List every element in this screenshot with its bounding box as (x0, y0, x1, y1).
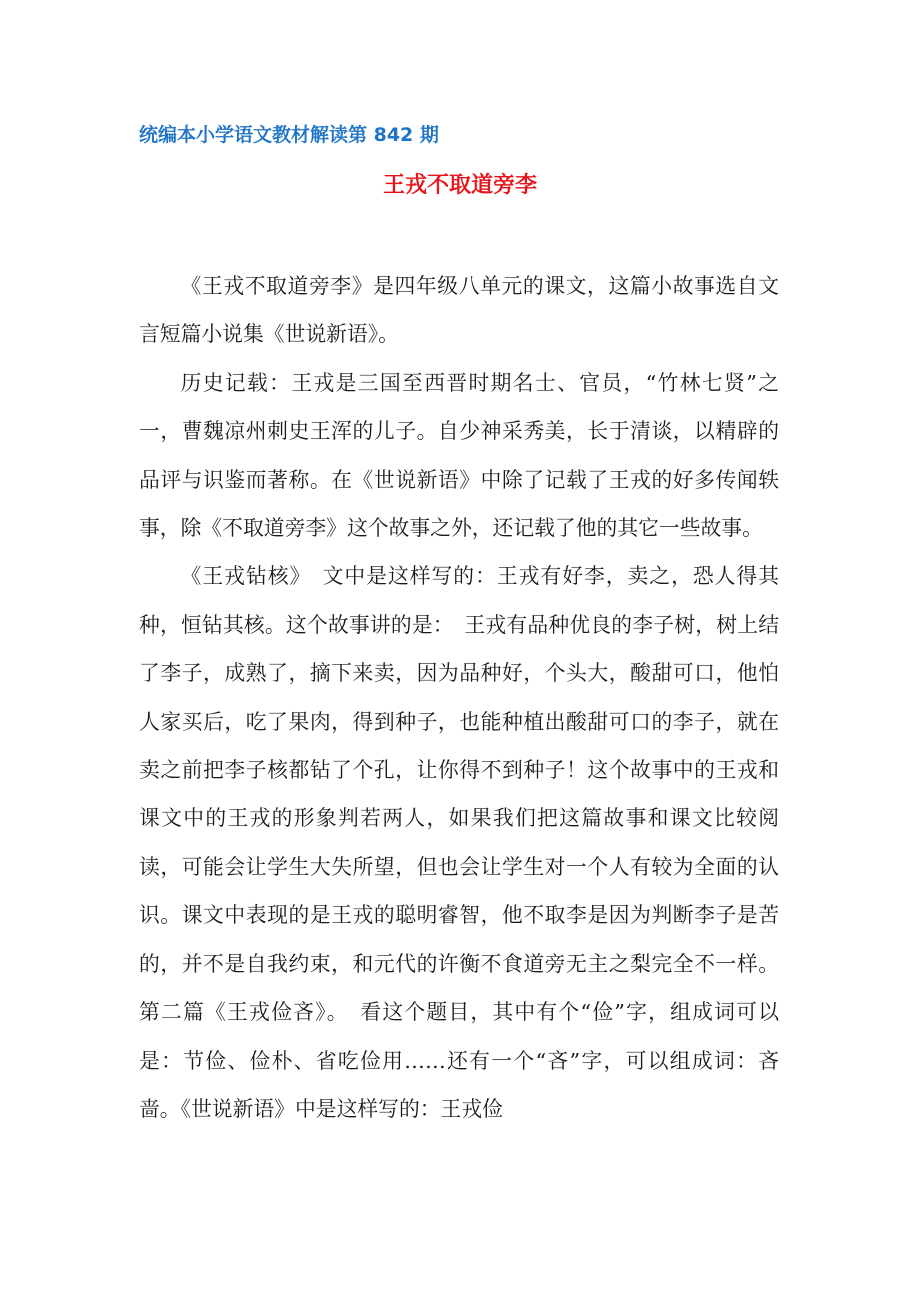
series-title: 统编本小学语文教材解读第 842 期 (139, 124, 439, 146)
paragraph-stories: 《王戎钻核》 文中是这样写的：王戎有好李，卖之，恐人得其种，恒钻其核。这个故事讲的是： 王戎有品种优良的李子树，树上结了李子，成熟了，摘下来卖，因为品种好，个头大，酸甜可口，他怕人家买后，吃了果肉，得到种子，也能种植出酸甜可口的李子，就在卖之前把李子核都钻了个孔，让你得不到种子！这个故事中的王戎和课文中的王戎的形象判若两人，如果我们把这篇故事和课文比较阅读，可能会让学生大失所望，但也会让学生对一个人有较为全面的认识。课文中表现的是王戎的聪明睿智，他不取李是因为判断李子是苦的，并不是自我约束，和元代的许衡不食道旁无主之梨完全不一样。第二篇《王戎俭吝》。 看这个题目，其中有个“俭”字，组成词可以是：节俭、俭朴、省吃俭用……还有一个“吝”字，可以组成词：吝啬。《世说新语》中是这样写的：王戎俭 (139, 564, 779, 1121)
paragraph-intro: 《王戎不取道旁李》是四年级八单元的课文，这篇小故事选自文言短篇小说集《世说新语》。 (139, 274, 779, 347)
article-body (139, 262, 779, 1133)
article-title: 王戎不取道旁李 (382, 173, 537, 198)
paragraph-history: 历史记载：王戎是三国至西晋时期名士、官员，“竹林七贤”之一，曹魏凉州刺史王浑的儿子。自少神采秀美，长于清谈，以精辟的品评与识鉴而著称。在《世说新语》中除了记载了王戎的好多传闻轶事，除《不取道旁李》这个故事之外，还记载了他的其它一些故事。 (139, 370, 779, 541)
